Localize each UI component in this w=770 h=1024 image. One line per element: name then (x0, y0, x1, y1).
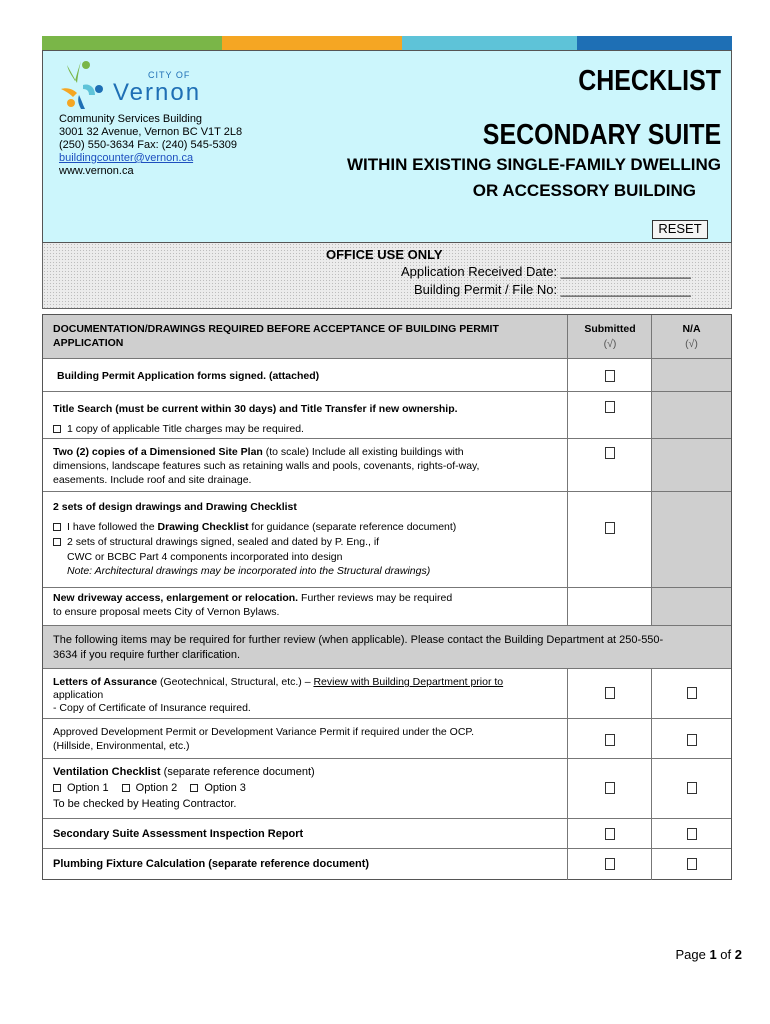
submitted-checkbox[interactable] (605, 447, 615, 459)
row-design-a (53, 520, 456, 534)
driveway-bold: New driveway access, enlargement or relocation. (53, 592, 299, 604)
submitted-checkbox[interactable] (605, 370, 615, 382)
design-a1: I have followed the (67, 521, 158, 533)
row-label-cell (43, 392, 568, 438)
table-row (43, 849, 731, 880)
row-letters-line3: - Copy of Certificate of Insurance required. (53, 702, 251, 714)
option1-label: Option 1 (67, 782, 109, 794)
row-label-cell (43, 439, 568, 491)
reset-button[interactable]: RESET (652, 220, 708, 239)
table-row (43, 492, 731, 588)
submitted-cell (568, 719, 652, 758)
na-checkbox[interactable] (687, 858, 697, 870)
further-review-note-row (43, 626, 731, 669)
row-site-plan-line1 (53, 445, 464, 459)
table-header-row (43, 315, 731, 359)
na-header: N/A (682, 323, 701, 335)
table-row (43, 759, 731, 819)
submitted-cell (568, 849, 652, 880)
drawing-checklist-checkbox[interactable] (53, 523, 61, 531)
option2-checkbox[interactable] (122, 784, 130, 792)
na-cell (652, 849, 731, 880)
building-permit-file-no[interactable]: Building Permit / File No: __________________ (414, 282, 691, 297)
na-cell-disabled (652, 359, 731, 391)
doc-header-line2: APPLICATION (53, 337, 124, 349)
option3-checkbox[interactable] (190, 784, 198, 792)
row-label-cell (43, 669, 568, 718)
logo-city-of: CITY OF (148, 70, 191, 80)
further-review-note-line1: The following items may be required for further review (when applicable). Please contact the Building Department at 250-550- (53, 634, 664, 646)
color-strip-cyan (402, 36, 577, 50)
address-line1: Community Services Building (59, 113, 203, 125)
ventilation-bold: Ventilation Checklist (53, 766, 161, 778)
structural-drawings-checkbox[interactable] (53, 538, 61, 546)
row-dev-permit-line1: Approved Development Permit or Development Variance Permit if required under the OCP. (53, 726, 474, 738)
submitted-cell (568, 439, 652, 491)
row-design-c: CWC or BCBC Part 4 components incorporated into design (67, 551, 343, 563)
letters-bold: Letters of Assurance (53, 676, 158, 688)
submitted-cell (568, 588, 652, 625)
checklist-title: CHECKLIST (578, 65, 721, 97)
title-charges-label: 1 copy of applicable Title charges may be required. (67, 423, 304, 435)
submitted-checkbox[interactable] (605, 687, 615, 699)
row-letters-line2: application (53, 689, 104, 701)
row-label-cell (43, 588, 568, 625)
na-checkbox[interactable] (687, 687, 697, 699)
row-site-plan-line3: easements. Include roof and site drainage. (53, 474, 252, 486)
driveway-rest: Further reviews may be required (298, 592, 453, 604)
row-label-cell (43, 849, 568, 880)
submitted-checkbox[interactable] (605, 401, 615, 413)
row-ventilation-line3: To be checked by Heating Contractor. (53, 798, 237, 810)
address-line3: (250) 550-3634 Fax: (240) 545-5309 (59, 139, 237, 151)
row-dev-permit-line2: (Hillside, Environmental, etc.) (53, 740, 190, 752)
table-row (43, 719, 731, 759)
na-cell-disabled (652, 588, 731, 625)
option1-checkbox[interactable] (53, 784, 61, 792)
email-link[interactable]: buildingcounter@vernon.ca (59, 152, 194, 164)
checklist-table (42, 314, 732, 880)
vernon-figure-logo-icon (59, 59, 107, 111)
ventilation-rest: (separate reference document) (160, 766, 315, 778)
design-a3: for guidance (separate reference document) (248, 521, 457, 533)
page-total: 2 (734, 947, 742, 962)
letters-mid: (Geotechnical, Structural, etc.) – (157, 676, 314, 688)
na-header-cell (652, 315, 731, 358)
website-text: www.vernon.ca (59, 165, 134, 177)
address-block (59, 113, 242, 178)
color-strip-green (42, 36, 222, 50)
option2-label: Option 2 (135, 782, 178, 794)
row-driveway-line1 (53, 591, 452, 605)
design-a2: Drawing Checklist (157, 521, 249, 533)
option3-label: Option 3 (204, 782, 246, 794)
na-cell (652, 719, 731, 758)
na-checkbox[interactable] (687, 828, 697, 840)
row-site-plan-line2: dimensions, landscape features such as retaining walls and pools, covenants, rights-of-way, (53, 460, 480, 472)
submitted-header-cell (568, 315, 652, 358)
page-label: Page (675, 947, 710, 962)
na-cell-disabled (652, 439, 731, 491)
row-label-cell (43, 759, 568, 818)
na-checkbox[interactable] (687, 782, 697, 794)
color-strip-blue (577, 36, 732, 50)
row-title-charges (53, 422, 304, 436)
page-number (675, 947, 742, 962)
row-permit-forms: Building Permit Application forms signed. (attached) (57, 370, 320, 382)
color-strip-orange (222, 36, 402, 50)
na-mark: (√) (685, 338, 698, 350)
further-review-note-line2: 3634 if you require further clarification. (53, 649, 241, 661)
row-letters-line1 (53, 675, 503, 689)
table-row (43, 588, 731, 626)
row-design-d: Note: Architectural drawings may be incorporated into the Structural drawings) (67, 565, 431, 577)
table-row (43, 669, 731, 719)
na-checkbox[interactable] (687, 734, 697, 746)
submitted-cell (568, 392, 652, 438)
design-b: 2 sets of structural drawings signed, sealed and dated by P. Eng., if (67, 536, 380, 548)
page-of: of (716, 947, 735, 962)
subtitle-line1: WITHIN EXISTING SINGLE-FAMILY DWELLING (346, 155, 721, 174)
row-assessment-report: Secondary Suite Assessment Inspection Report (53, 828, 304, 840)
na-cell-disabled (652, 392, 731, 438)
submitted-checkbox[interactable] (605, 782, 615, 794)
application-received-date[interactable]: Application Received Date: __________________ (401, 264, 691, 279)
row-label-cell (43, 719, 568, 758)
submitted-cell (568, 819, 652, 848)
row-ventilation-line1 (53, 765, 315, 779)
row-label-cell (43, 359, 568, 391)
submitted-checkbox[interactable] (605, 522, 615, 534)
table-row (43, 819, 731, 849)
na-cell (652, 759, 731, 818)
row-plumbing-calc: Plumbing Fixture Calculation (separate reference document) (53, 858, 370, 870)
submitted-header: Submitted (584, 323, 636, 335)
row-design-b (53, 535, 379, 549)
title-charges-checkbox[interactable] (53, 425, 61, 433)
row-ventilation-options (53, 781, 246, 795)
site-plan-bold: Two (2) copies of a Dimensioned Site Plan (53, 446, 263, 458)
na-cell-disabled (652, 492, 731, 587)
submitted-cell (568, 359, 652, 391)
page-current: 1 (709, 947, 717, 962)
submitted-cell (568, 669, 652, 718)
office-use-heading: OFFICE USE ONLY (326, 247, 443, 262)
submitted-checkbox[interactable] (605, 734, 615, 746)
submitted-cell (568, 759, 652, 818)
submitted-checkbox[interactable] (605, 828, 615, 840)
header-box (42, 50, 732, 243)
doc-header-line1: DOCUMENTATION/DRAWINGS REQUIRED BEFORE ACCEPTANCE OF BUILDING PERMIT (53, 323, 499, 335)
na-cell (652, 669, 731, 718)
secondary-suite-title: SECONDARY SUITE (482, 119, 721, 151)
submitted-mark: (√) (603, 338, 617, 350)
row-design-drawings: 2 sets of design drawings and Drawing Checklist (53, 501, 297, 513)
row-driveway-line2: to ensure proposal meets City of Vernon Bylaws. (53, 606, 280, 618)
table-row (43, 359, 731, 392)
table-row (43, 392, 731, 439)
logo-name: Vernon (113, 79, 202, 106)
letters-underline: Review with Building Department prior to (313, 676, 504, 688)
row-label-cell (43, 819, 568, 848)
site-plan-rest: (to scale) Include all existing buildings with (262, 446, 464, 458)
na-cell (652, 819, 731, 848)
doc-header-cell (43, 315, 568, 358)
table-row (43, 439, 731, 492)
subtitle-line2: OR ACCESSORY BUILDING (472, 181, 696, 200)
office-use-panel (42, 243, 732, 309)
submitted-checkbox[interactable] (605, 858, 615, 870)
submitted-cell (568, 492, 652, 587)
row-label-cell (43, 492, 568, 587)
row-title-search: Title Search (must be current within 30 days) and Title Transfer if new ownership. (53, 403, 458, 415)
address-line2: 3001 32 Avenue, Vernon BC V1T 2L8 (59, 126, 243, 138)
